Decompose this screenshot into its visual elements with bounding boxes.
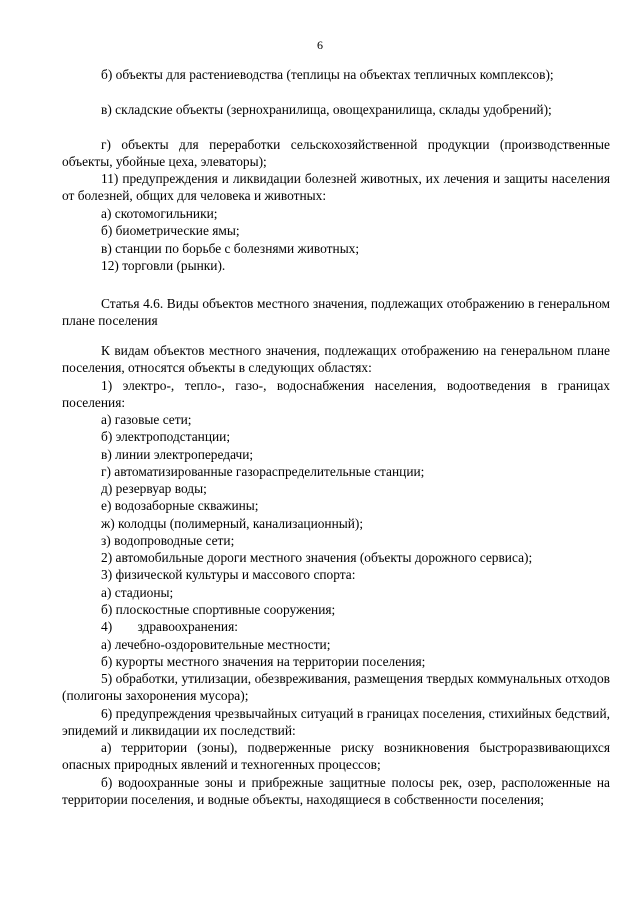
article-heading: Статья 4.6. Виды объектов местного значения, подлежащих отображению в генеральном плане поселения bbox=[62, 296, 610, 329]
paragraph: в) складские объекты (зернохранилища, овощехранилища, склады удобрений); bbox=[101, 102, 552, 117]
paragraph: з) водопроводные сети; bbox=[101, 533, 235, 548]
paragraph: а) газовые сети; bbox=[101, 412, 192, 427]
paragraph: в) линии электропередачи; bbox=[101, 447, 254, 462]
page-number: 6 bbox=[317, 38, 323, 52]
paragraph: ж) колодцы (полимерный, канализационный); bbox=[101, 516, 364, 531]
paragraph: д) резервуар воды; bbox=[101, 481, 207, 496]
paragraph: а) территории (зоны), подверженные риску возникновения быстроразвивающихся опасных природных явлений и техногенных процессов; bbox=[62, 740, 610, 773]
paragraph: г) автоматизированные газораспределительные станции; bbox=[101, 464, 425, 479]
paragraph: в) станции по борьбе с болезнями животных; bbox=[101, 241, 360, 256]
paragraph: б) объекты для растениеводства (теплицы на объектах тепличных комплексов); bbox=[101, 67, 554, 82]
paragraph: 5) обработки, утилизации, обезвреживания, размещения твердых коммунальных отходов (полигоны захоронения мусора); bbox=[62, 671, 610, 704]
paragraph: б) электроподстанции; bbox=[101, 429, 231, 444]
paragraph: е) водозаборные скважины; bbox=[101, 498, 259, 513]
paragraph: г) объекты для переработки сельскохозяйственной продукции (производственные объекты, убойные цеха, элеваторы); bbox=[62, 137, 610, 170]
paragraph: а) лечебно-оздоровительные местности; bbox=[101, 637, 331, 652]
paragraph: б) плоскостные спортивные сооружения; bbox=[101, 602, 336, 617]
paragraph: б) водоохранные зоны и прибрежные защитные полосы рек, озер, расположенные на территории поселения, и водные объекты, находящиеся в собственности поселения; bbox=[62, 775, 610, 808]
paragraph: б) курорты местного значения на территории поселения; bbox=[101, 654, 426, 669]
paragraph: 11) предупреждения и ликвидации болезней животных, их лечения и защиты населения от болезней, общих для человека и животных: bbox=[62, 171, 610, 204]
paragraph: К видам объектов местного значения, подлежащих отображению на генеральном плане поселения, относятся объекты в следующих областях: bbox=[62, 343, 610, 376]
paragraph: 3) физической культуры и массового спорта: bbox=[101, 567, 356, 582]
paragraph: 1) электро-, тепло-, газо-, водоснабжения населения, водоотведения в границах поселения: bbox=[62, 378, 610, 411]
paragraph: 2) автомобильные дороги местного значения (объекты дорожного сервиса); bbox=[101, 550, 533, 565]
paragraph: 6) предупреждения чрезвычайных ситуаций в границах поселения, стихийных бедствий, эпидемий и ликвидации их последствий: bbox=[62, 706, 610, 739]
paragraph: а) стадионы; bbox=[101, 585, 174, 600]
paragraph: 4) здравоохранения: bbox=[101, 619, 238, 634]
paragraph: б) биометрические ямы; bbox=[101, 223, 240, 238]
paragraph: 12) торговли (рынки). bbox=[101, 258, 226, 273]
paragraph: а) скотомогильники; bbox=[101, 206, 218, 221]
